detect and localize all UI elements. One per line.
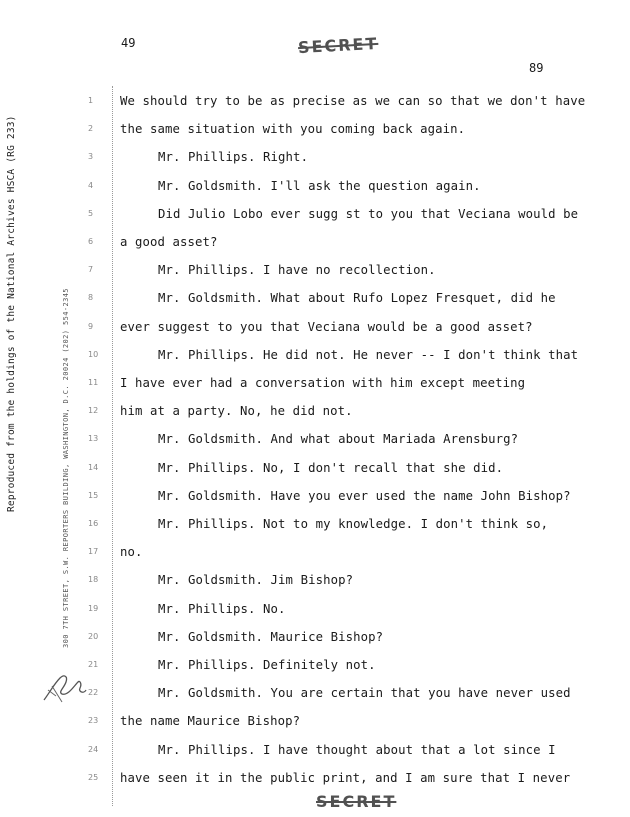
archive-margin-note: Reproduced from the holdings of the National Archives HSCA (RG 233) [6, 115, 17, 512]
transcript-line: Mr. Phillips. Not to my knowledge. I don't think so, [158, 517, 549, 531]
transcript-line: Mr. Goldsmith. Jim Bishop? [158, 573, 354, 588]
line-number: 23 [88, 716, 99, 726]
line-number: 12 [88, 406, 99, 416]
line-number: 22 [88, 688, 99, 698]
transcript-line: Mr. Phillips. No. [158, 601, 286, 616]
transcript-line: a good asset? [120, 235, 218, 249]
page-number-top: 49 [121, 36, 136, 50]
line-number: 20 [88, 631, 99, 641]
line-number: 25 [88, 772, 99, 782]
transcript-line: Mr. Phillips. I have thought about that a lot since I [158, 742, 556, 757]
transcript-line: Mr. Goldsmith. You are certain that you have never used [158, 686, 571, 701]
line-number: 3 [88, 152, 94, 162]
transcript-line: him at a party. No, he did not. [120, 404, 353, 419]
transcript-line: no. [120, 545, 143, 560]
line-number: 1 [88, 96, 94, 105]
transcript-line: Mr. Goldsmith. What about Rufo Lopez Fresquet, did he [158, 291, 556, 306]
line-number: 9 [88, 321, 94, 331]
line-number: 10 [88, 349, 99, 359]
transcript-line: Mr. Phillips. No, I don't recall that she did. [158, 460, 504, 475]
secret-stamp-top: SECRET [297, 33, 379, 58]
page-number-right: 89 [529, 61, 544, 75]
line-number: 11 [88, 378, 99, 387]
transcript-line: have seen it in the public print, and I am sure that I never [120, 770, 571, 785]
line-number: 7 [88, 265, 94, 275]
line-number: 17 [88, 547, 99, 557]
line-number: 21 [88, 660, 99, 669]
transcript-line: Mr. Phillips. Right. [158, 150, 309, 165]
transcript-line: I have ever had a conversation with him except meeting [120, 376, 526, 390]
margin-rule [112, 86, 113, 806]
transcript-line: ever suggest to you that Veciana would be a good asset? [120, 319, 533, 334]
transcript-line: the same situation with you coming back again. [120, 122, 466, 137]
transcript-line: Mr. Goldsmith. And what about Mariada Arensburg? [158, 432, 519, 447]
transcript-line: Mr. Goldsmith. I'll ask the question again. [158, 178, 481, 193]
reporter-address: 300 7TH STREET, S.W. REPORTERS BUILDING, WASHINGTON, D.C. 20024 (202) 554-2345 [62, 288, 70, 648]
transcript-line: Mr. Goldsmith. Maurice Bishop? [158, 629, 384, 644]
transcript-line: Mr. Phillips. He did not. He never -- I don't think that [158, 347, 579, 362]
line-number: 13 [88, 434, 99, 444]
secret-stamp-bottom: SECRET [316, 792, 397, 811]
line-number: 15 [88, 490, 99, 500]
line-number: 24 [88, 744, 99, 754]
transcript-line: Mr. Goldsmith. Have you ever used the name John Bishop? [158, 488, 571, 503]
line-number: 4 [88, 180, 94, 190]
line-number: 6 [88, 237, 94, 246]
transcript-line: the name Maurice Bishop? [120, 714, 301, 729]
line-number: 19 [88, 603, 99, 613]
transcript-line: We should try to be as precise as we can so that we don't have [120, 94, 586, 108]
handwritten-initials [40, 662, 88, 708]
line-number: 8 [88, 293, 94, 303]
line-number: 5 [88, 208, 94, 218]
line-number: 16 [88, 519, 99, 528]
transcript-line: Mr. Phillips. Definitely not. [158, 658, 376, 672]
line-number: 14 [88, 462, 99, 472]
transcript-line: Did Julio Lobo ever sugg st to you that Veciana would be [158, 206, 579, 221]
transcript-line: Mr. Phillips. I have no recollection. [158, 263, 436, 278]
line-number: 18 [88, 575, 99, 585]
line-number: 2 [88, 124, 94, 134]
